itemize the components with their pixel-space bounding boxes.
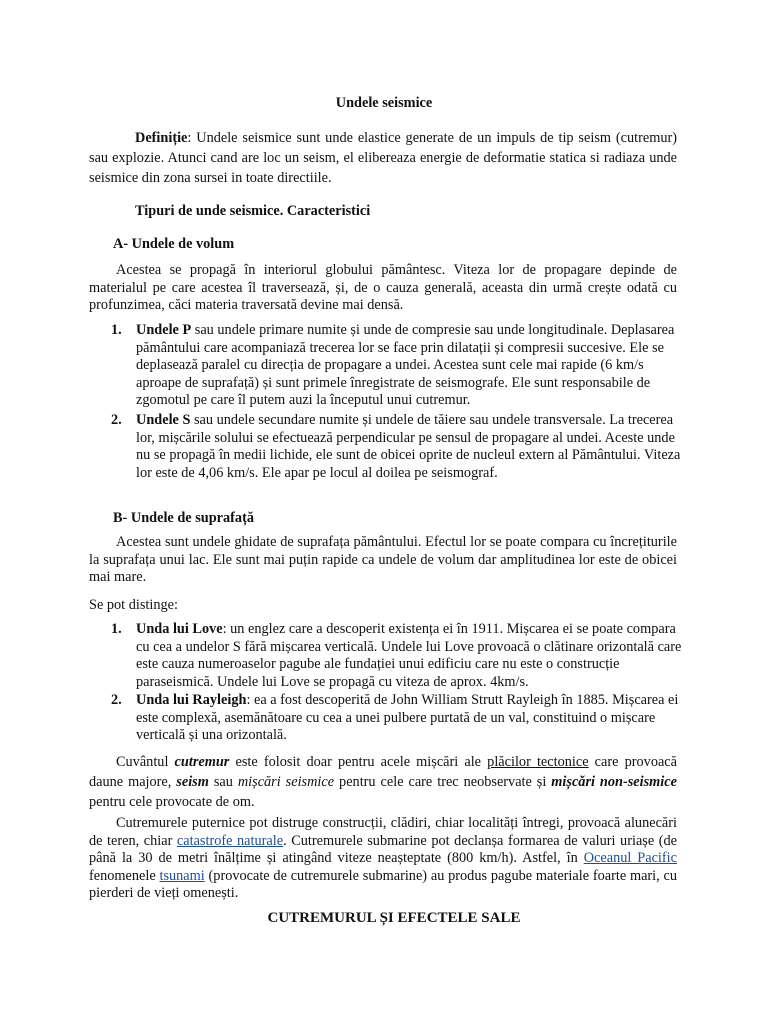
section-b-intro: Acestea sunt undele ghidate de suprafața pământului. Efectul lor se poate compara cu încrețiturile la suprafața unui lac. Ele sunt mai puțin rapide ca undele de volum dar amplitudinea lor este de obicei mai mare.: [89, 534, 677, 586]
term-miscari-seismice: mișcări seismice: [237, 774, 335, 790]
page-title: Undele seismice: [335, 95, 433, 111]
term-seism: seism: [176, 774, 209, 790]
link-catastrofe-naturale[interactable]: catastrofe naturale: [176, 832, 284, 849]
wave-name: Undele P: [136, 322, 192, 338]
text-run: pentru cele care trec neobservate și: [334, 774, 552, 790]
wave-description: : un englez care a descoperit existența ei în 1911. Mișcarea ei se poate compara cu cea a undelor S fără mișcarea verticală. Undele lui Love provoacă o clătinare orizontală care este cauza numeroaselor pagube ale fundației unui edificiu care nu este o construcție paraseismică. Undele lui Love se propagă cu viteza de aprox. 4km/s.: [136, 621, 682, 690]
text-run: (provocate de cutremurele submarine) au produs pagube materiale foarte mari, cu pierderi de vieți omenești.: [89, 867, 677, 902]
list-number: 1.: [111, 322, 122, 338]
wave-name: Undele S: [136, 412, 191, 428]
wave-description: sau undele primare numite și unde de compresie sau unde longitudinale. Deplasarea pământului care acompaniază trecerea lor se face prin dilatații și compresii succesive. Ele se deplasează paralel cu direcția de propagare a undei. Acestea sunt cele mai rapide (6 km/s aproape de suprafață) și sunt primele înregistrate de seismografe. Ele sunt responsabile de zgomotul pe care îl putem auzi la începutul unui cutremur.: [136, 322, 675, 409]
wave-description: : ea a fost descoperită de John William Strutt Rayleigh în 1885. Mișcarea ei este complexă, asemănătoare cu cea a unei pulbere purtată de un val, constituind o mișcare verticală și una orizontală.: [136, 692, 679, 744]
section-title-cutremurul: CUTREMURUL ȘI EFECTELE SALE: [267, 910, 521, 926]
text-run: pentru cele provocate de om.: [89, 794, 255, 810]
list-item-text: [136, 322, 691, 410]
wave-name: Unda lui Love: [136, 621, 223, 637]
text-run: este folosit doar pentru acele mișcări ale: [229, 754, 488, 770]
definition-text: : Undele seismice sunt unde elastice generate de un impuls de tip seism (cutremur) sau explozie. Atunci cand are loc un seism, el elibereaza energie de deformatie statica si radiaza unde seismice din zona sursei in toate directiile.: [89, 130, 677, 186]
distinguish-text: Se pot distinge:: [89, 597, 178, 613]
term-miscari-non-seismice: mișcări non-seismice: [551, 774, 677, 790]
section-b-heading: B- Undele de suprafață: [113, 510, 254, 526]
definition-paragraph: [89, 128, 677, 188]
text-run: Cutremurele puternice pot distruge construcții, clădiri, chiar localități întregi, provoacă alunecări de teren, chiar: [89, 815, 677, 849]
damage-paragraph: [89, 815, 677, 903]
list-number: 1.: [111, 621, 122, 637]
link-oceanul-pacific[interactable]: Oceanul Pacific: [583, 850, 677, 867]
wave-name: Unda lui Rayleigh: [136, 692, 247, 708]
cutremur-paragraph: [89, 752, 677, 812]
term-placi-tectonice: plăcilor tectonice: [487, 754, 589, 770]
link-tsunami[interactable]: tsunami: [159, 867, 205, 884]
types-heading: Tipuri de unde seismice. Caracteristici: [135, 203, 371, 219]
list-item-text: [136, 412, 691, 482]
list-item-text: [136, 621, 691, 691]
wave-description: sau undele secundare numite și undele de tăiere sau undele transversale. La trecerea lor, mișcările solului se efectuează perpendicular pe sensul de propagare al undei. Aceste unde nu se propagă în medii lichide, ele sunt de obicei oprite de nucleul extern al Pământului. Viteza lor este de 4,06 km/s. Ele apar pe locul al doilea pe seismograf.: [136, 412, 681, 481]
text-run: Cuvântul: [116, 754, 175, 770]
text-run: . Cutremurele submarine pot declanșa formarea de valuri uriașe (de până la 30 de metri înălțime și atingând viteze neașteptate (800 km/h). Astfel, în: [89, 832, 678, 867]
text-run: sau: [208, 774, 238, 790]
section-a-intro: Acestea se propagă în interiorul globului pământesc. Viteza lor de propagare depinde de materialul pe care acestea îl traversează, și, de o cauza generală, aceasta din urmă crește odată cu profunzimea, căci materia traversată devine mai densă.: [89, 262, 677, 314]
list-item-text: [136, 692, 691, 745]
text-run: fenomenele: [89, 867, 160, 884]
section-a-heading: A- Undele de volum: [113, 236, 235, 252]
term-cutremur: cutremur: [174, 754, 230, 770]
text-run: care provoacă daune majore,: [89, 754, 677, 790]
definition-label: Definiție: [135, 130, 188, 146]
list-number: 2.: [111, 412, 122, 428]
list-number: 2.: [111, 692, 122, 708]
